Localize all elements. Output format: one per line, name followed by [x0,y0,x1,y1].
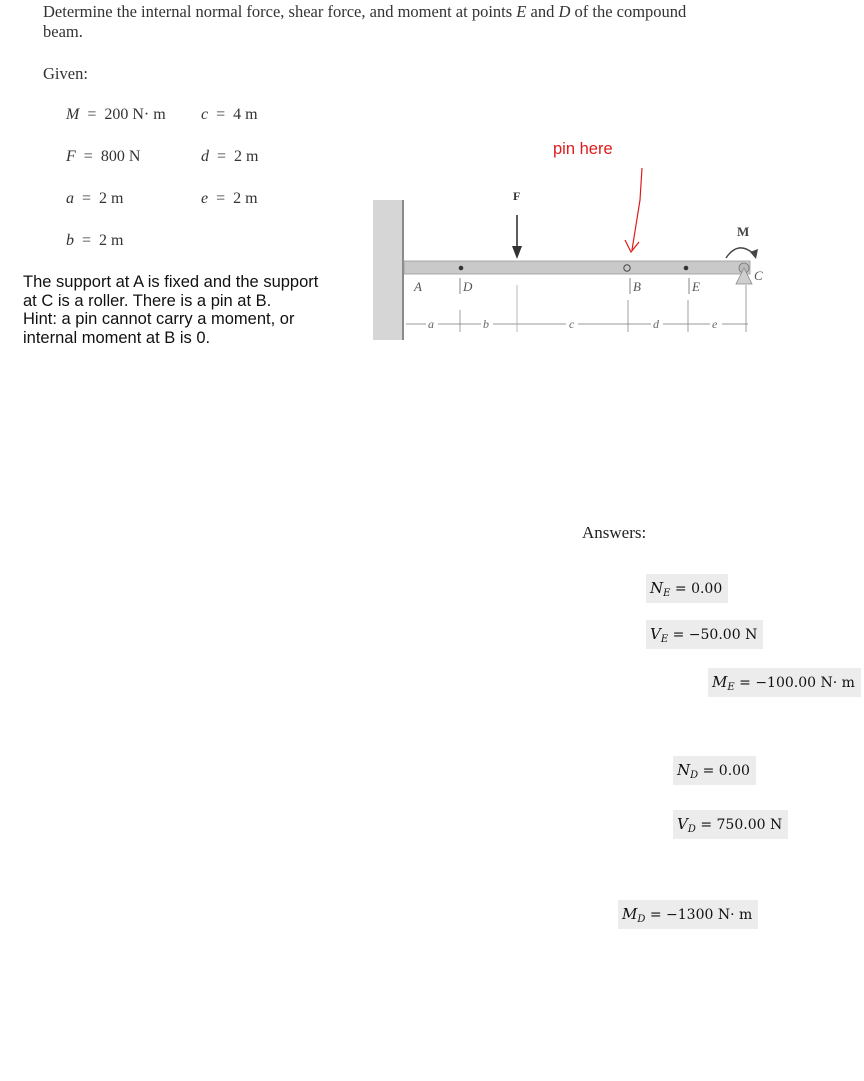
param-symbol: e [201,190,209,207]
answer-unit: N· m [717,907,753,923]
point-e-dot [684,266,689,271]
point-d-label: D [558,2,571,21]
answer-value: −50.00 [688,627,741,643]
beam-figure [370,160,790,350]
point-d-label: D [463,279,473,294]
note-line: The support at A is fixed and the support [23,273,319,291]
force-f-arrowhead [512,246,522,259]
given-heading: Given: [43,64,88,83]
answer-symbol: N [650,579,664,597]
answer-unit: N [769,817,783,833]
param-unit: N [128,148,141,165]
dim-d-label: d [653,317,659,331]
answer-ve: $V_E = -50.00$ N [646,620,763,649]
param-value: 200 [104,106,129,123]
answer-value: 750.00 [716,817,766,833]
point-d-dot [459,266,464,271]
dim-e-label: e [712,317,718,331]
answer-subscript: D [690,770,699,781]
param-value: 2 [233,190,242,207]
point-e-label: E [516,2,527,21]
param-unit: m [245,190,258,207]
param-value: 2 [99,190,108,207]
answer-nd: $N_D = 0.00$ [673,756,756,785]
param-symbol: F [66,148,76,165]
answer-value: −100.00 [755,675,817,691]
param-value: 4 [233,106,242,123]
support-c-label: C [754,268,763,283]
answer-symbol: V [650,625,661,643]
problem-statement [43,2,703,42]
dim-c-label: c [569,317,575,331]
param-unit: m [245,106,258,123]
support-note [23,273,368,347]
point-e-label: E [692,279,700,294]
point-b-label: B [633,279,641,294]
answer-unit: N· m [820,675,855,691]
param-unit: N· m [132,106,166,123]
param-b: b = 2 m [66,232,124,249]
answers-heading: Answers: [582,523,647,542]
pin-annotation: pin here [553,140,613,158]
answer-me: $M_E = -100.00$ N· m [708,668,861,697]
param-symbol: a [66,190,74,207]
fixed-wall [373,200,404,340]
pin-pointer-arrow [632,168,642,250]
param-f: F = 800 N [66,148,141,165]
note-line: internal moment at B is 0. [23,328,211,347]
dim-b-label: b [483,317,489,331]
moment-m-label: M [737,224,750,239]
param-m: M = 200 N· m [66,106,166,123]
dim-a-label: a [428,317,434,331]
param-unit: m [246,148,259,165]
answer-value: 0.00 [718,763,750,779]
answer-symbol: N [677,761,691,779]
pin-pointer-arrowhead [625,240,639,252]
param-unit: m [111,190,124,207]
answer-vd: $V_D = 750.00$ N [673,810,788,839]
param-value: 800 [100,148,125,165]
statement-prefix: Determine the internal normal force, shear force, and moment at points [43,2,517,21]
param-d: d = 2 m [201,148,259,165]
param-a: a = 2 m [66,190,124,207]
point-a-label: A [414,279,422,294]
param-value: 2 [99,232,108,249]
answer-subscript: D [687,824,696,835]
param-e: e = 2 m [201,190,258,207]
answer-symbol: V [677,815,688,833]
note-line: Hint: a pin cannot carry a moment, or [23,310,295,328]
param-symbol: c [201,106,209,123]
param-c: c = 4 m [201,106,258,123]
answer-subscript: D [637,914,646,925]
answer-unit: N [745,627,758,643]
param-symbol: M [66,106,80,123]
answer-subscript: E [660,634,669,645]
param-symbol: b [66,232,74,249]
compound-beam [404,261,750,274]
force-f-label: F [513,189,521,203]
statement-and: and [526,2,559,21]
answer-symbol: M [622,905,638,923]
param-symbol: d [201,148,209,165]
answer-subscript: E [727,682,735,693]
answer-symbol: M [712,673,728,691]
moment-m-arrowhead [750,249,758,259]
param-value: 2 [234,148,243,165]
param-unit: m [111,232,124,249]
answer-value: 0.00 [691,581,723,597]
moment-m-arc [726,248,754,258]
note-line: at C is a roller. There is a pin at B. [23,291,272,310]
answer-subscript: E [663,588,671,599]
answer-ne: $N_E = 0.00$ [646,574,728,603]
statement-suffix: of the compound beam. [43,2,687,41]
answer-md: $M_D = -1300$ N· m [618,900,758,929]
answer-value: −1300 [666,907,714,923]
